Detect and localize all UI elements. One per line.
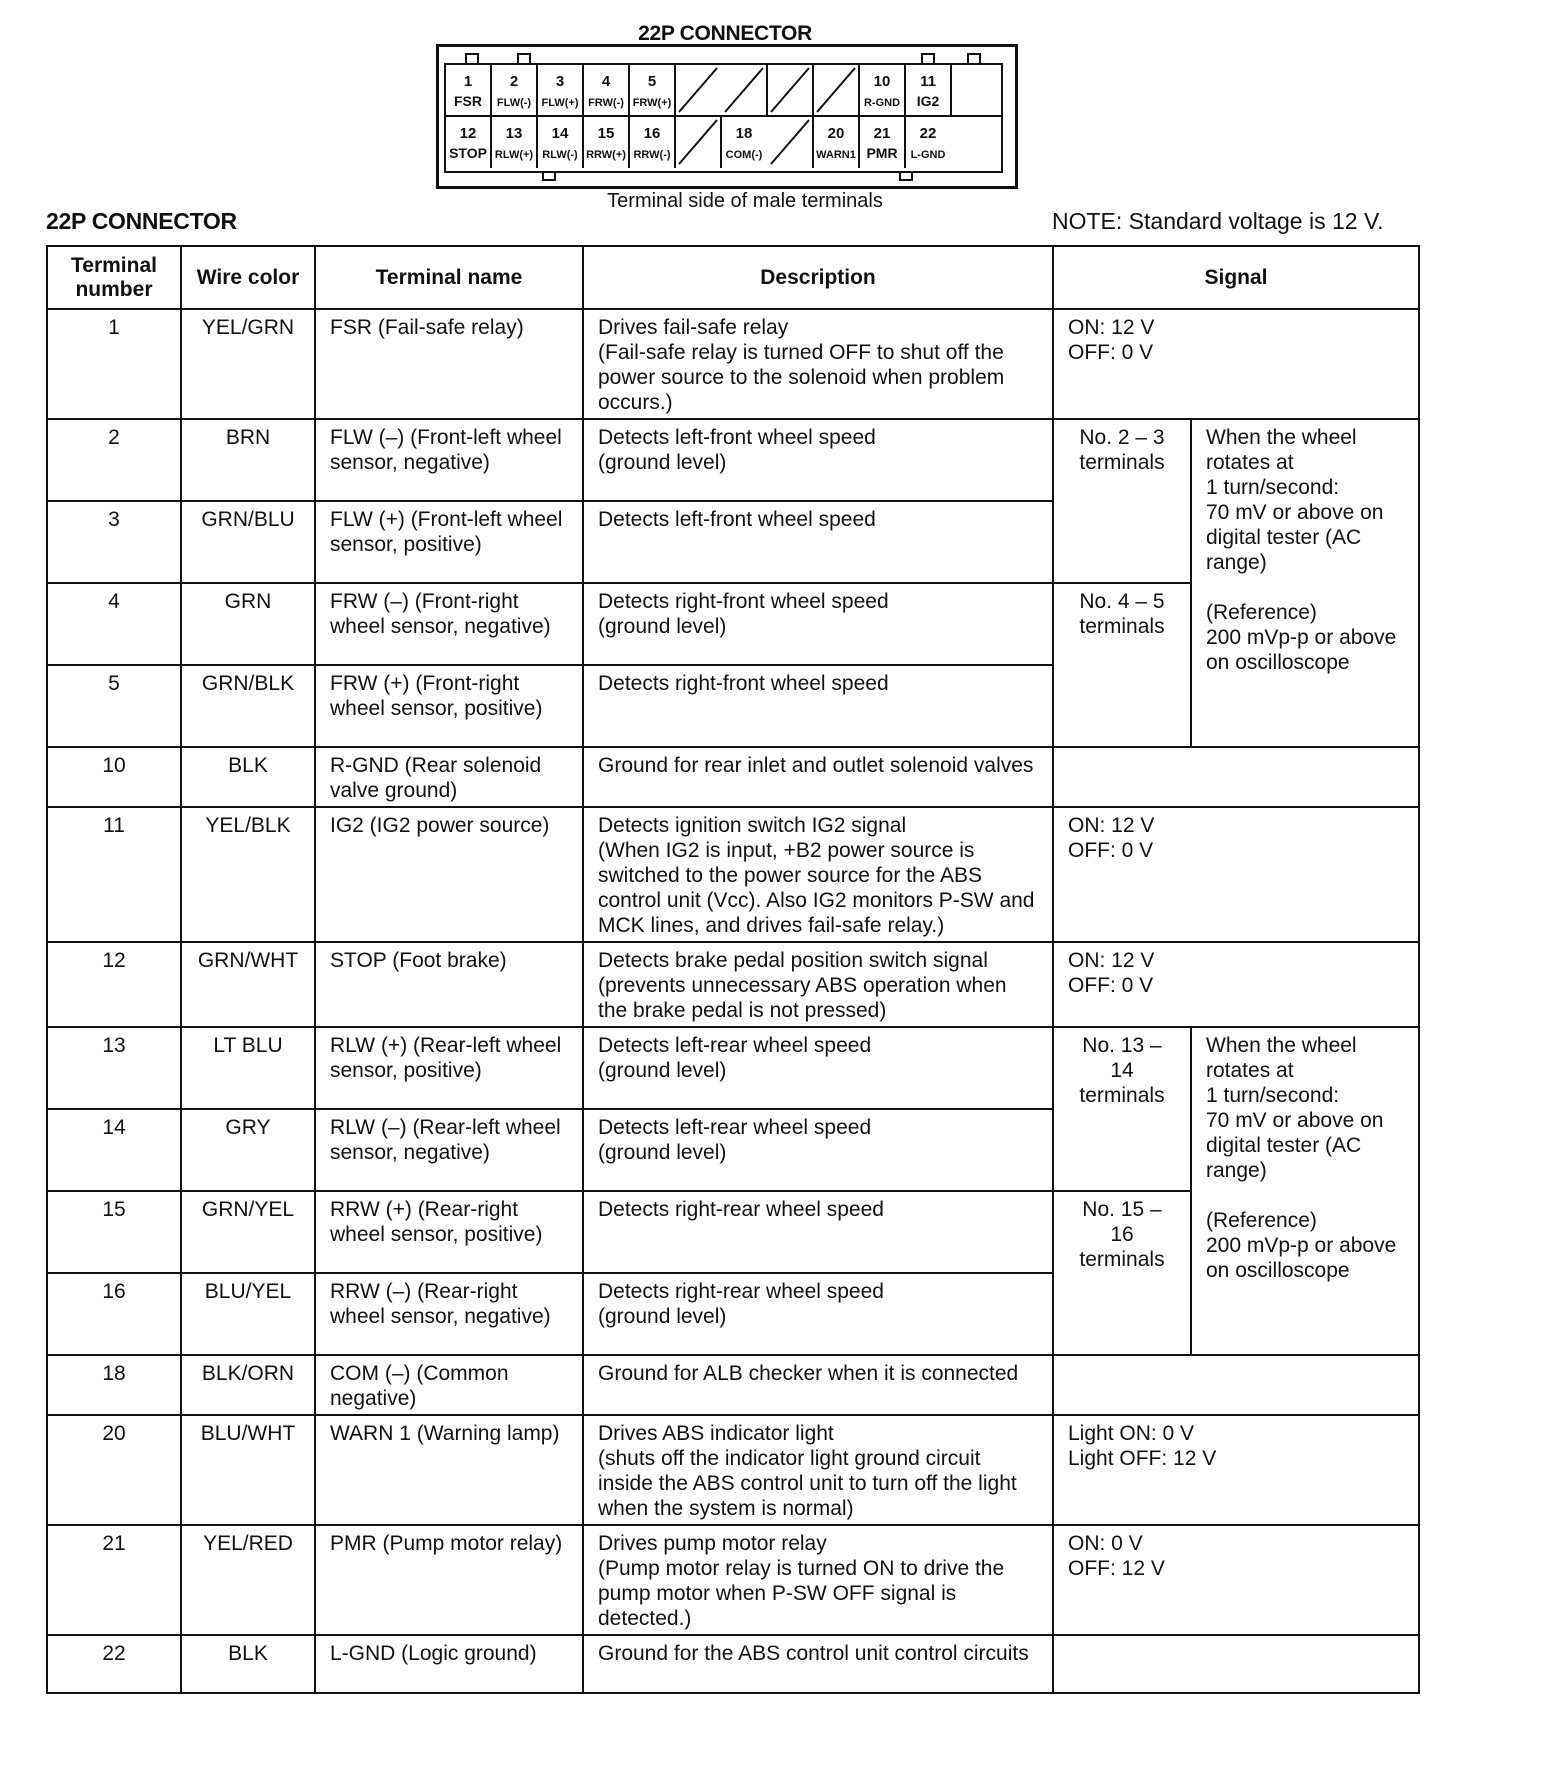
wire-color: BLK	[181, 747, 315, 807]
description: Detects brake pedal position switch signal (prevents unnecessary ABS operation when the brake pedal is not pressed)	[583, 942, 1053, 1027]
table-row	[47, 1355, 1419, 1415]
connector-latch	[518, 54, 530, 64]
description: Detects right-rear wheel speed	[583, 1191, 1053, 1273]
terminal-name: PMR (Pump motor relay)	[315, 1525, 583, 1635]
terminal-number: 21	[47, 1525, 181, 1635]
table-row	[47, 1027, 1419, 1109]
terminal-pin-label: FLW(+)	[541, 97, 579, 109]
connector-latch	[922, 54, 934, 64]
terminal-number: 2	[47, 419, 181, 501]
wire-color: BLU/YEL	[181, 1273, 315, 1355]
description: Detects right-front wheel speed	[583, 665, 1053, 747]
terminal-number: 5	[47, 665, 181, 747]
table-header-row	[47, 246, 1419, 309]
terminal-name: FSR (Fail-safe relay)	[315, 309, 583, 419]
description: Ground for rear inlet and outlet solenoid valves	[583, 747, 1053, 807]
connector-caption: Terminal side of male terminals	[607, 190, 883, 212]
header-wire-color: Wire color	[181, 246, 315, 309]
table-row	[47, 309, 1419, 419]
pinout-table	[46, 245, 1420, 1694]
terminal-name: FRW (–) (Front-right wheel sensor, negative)	[315, 583, 583, 665]
header-terminal-name: Terminal name	[315, 246, 583, 309]
signal	[1053, 1635, 1419, 1693]
terminal-pin-label: FSR	[454, 93, 482, 109]
signal: ON: 0 V OFF: 12 V	[1053, 1525, 1419, 1635]
wire-color: GRN/BLU	[181, 501, 315, 583]
wire-color: YEL/GRN	[181, 309, 315, 419]
table-row	[47, 942, 1419, 1027]
table-row	[47, 747, 1419, 807]
description: Drives ABS indicator light (shuts off the indicator light ground circuit inside the ABS control unit to turn off the light when the system is normal)	[583, 1415, 1053, 1525]
terminal-pin-number: 12	[459, 125, 477, 142]
blank-cavity-slash	[725, 68, 763, 112]
terminal-pin-label: COM(-)	[725, 149, 763, 161]
description: Detects right-rear wheel speed (ground level)	[583, 1273, 1053, 1355]
terminal-pin-number: 20	[827, 125, 845, 142]
pair-label-front-right: No. 4 – 5 terminals	[1053, 583, 1191, 747]
terminal-name: L-GND (Logic ground)	[315, 1635, 583, 1693]
terminal-pin-label: RLW(-)	[542, 149, 578, 161]
terminal-name: RLW (+) (Rear-left wheel sensor, positive)	[315, 1027, 583, 1109]
wire-color: BLK	[181, 1635, 315, 1693]
terminal-pin-number: 16	[643, 125, 661, 142]
wire-color: YEL/RED	[181, 1525, 315, 1635]
terminal-pin-label: L-GND	[910, 149, 946, 161]
connector-title: 22P CONNECTOR	[638, 22, 812, 45]
connector-diagram	[436, 44, 1018, 190]
blank-cavity-slash	[771, 68, 809, 112]
header-description: Description	[583, 246, 1053, 309]
terminal-pin-label: R-GND	[863, 97, 901, 109]
description: Detects left-rear wheel speed (ground level)	[583, 1109, 1053, 1191]
wire-color: GRN/WHT	[181, 942, 315, 1027]
table-row	[47, 419, 1419, 501]
wire-color: BLK/ORN	[181, 1355, 315, 1415]
terminal-name: FLW (–) (Front-left wheel sensor, negative)	[315, 419, 583, 501]
terminal-name: R-GND (Rear solenoid valve ground)	[315, 747, 583, 807]
description: Detects ignition switch IG2 signal (When IG2 is input, +B2 power source is switched to the power source for the ABS control unit (Vcc). Also IG2 monitors P-SW and MCK lines, and drives fail-safe relay.)	[583, 807, 1053, 942]
signal	[1053, 747, 1419, 807]
wire-color: BRN	[181, 419, 315, 501]
signal: ON: 12 V OFF: 0 V	[1053, 807, 1419, 942]
wire-color: GRY	[181, 1109, 315, 1191]
table-row	[47, 1525, 1419, 1635]
terminal-pin-number: 4	[601, 73, 611, 90]
terminal-pin-number: 11	[920, 73, 936, 90]
wire-color: GRN	[181, 583, 315, 665]
blank-cavity-slash	[679, 120, 717, 164]
terminal-name: FLW (+) (Front-left wheel sensor, positive)	[315, 501, 583, 583]
terminal-number: 12	[47, 942, 181, 1027]
connector-latch	[968, 54, 980, 64]
terminal-pin-label: WARN1	[816, 149, 856, 161]
connector-latch	[900, 172, 912, 180]
terminal-number: 13	[47, 1027, 181, 1109]
pair-label-front-left: No. 2 – 3 terminals	[1053, 419, 1191, 583]
terminal-name: RLW (–) (Rear-left wheel sensor, negative)	[315, 1109, 583, 1191]
terminal-name: FRW (+) (Front-right wheel sensor, positive)	[315, 665, 583, 747]
terminal-number: 11	[47, 807, 181, 942]
wire-color: BLU/WHT	[181, 1415, 315, 1525]
section-title: 22P CONNECTOR	[46, 208, 237, 234]
terminal-name: WARN 1 (Warning lamp)	[315, 1415, 583, 1525]
blank-cavity-slash	[771, 120, 809, 164]
terminal-name: STOP (Foot brake)	[315, 942, 583, 1027]
terminal-pin-number: 22	[919, 125, 937, 142]
header-terminal-number: Terminal number	[47, 246, 181, 309]
terminal-name: COM (–) (Common negative)	[315, 1355, 583, 1415]
wire-color: LT BLU	[181, 1027, 315, 1109]
wire-color: YEL/BLK	[181, 807, 315, 942]
description: Ground for ALB checker when it is connected	[583, 1355, 1053, 1415]
terminal-pin-number: 1	[463, 73, 473, 90]
terminal-pin-label: RRW(+)	[586, 149, 626, 161]
table-row	[47, 1415, 1419, 1525]
terminal-pin-label: FRW(+)	[632, 97, 672, 109]
terminal-number: 1	[47, 309, 181, 419]
signal: ON: 12 V OFF: 0 V	[1053, 309, 1419, 419]
blank-cavity-slash	[817, 68, 855, 112]
terminal-pin-number: 10	[873, 73, 891, 90]
terminal-pin-label: IG2	[916, 93, 940, 109]
terminal-pin-number: 2	[509, 73, 519, 90]
description: Drives fail-safe relay (Fail-safe relay is turned OFF to shut off the power source to the solenoid when problem occurs.)	[583, 309, 1053, 419]
terminal-pin-label: FLW(-)	[496, 97, 532, 109]
pair-label-rear-right: No. 15 – 16 terminals	[1053, 1191, 1191, 1355]
table-row	[47, 807, 1419, 942]
terminal-number: 10	[47, 747, 181, 807]
blank-cavity-slash	[679, 68, 717, 112]
terminal-number: 22	[47, 1635, 181, 1693]
terminal-pin-number: 5	[647, 73, 657, 90]
terminal-pin-number: 15	[597, 125, 615, 142]
terminal-pin-number: 14	[551, 125, 569, 142]
signal	[1053, 1355, 1419, 1415]
description: Drives pump motor relay (Pump motor relay is turned ON to drive the pump motor when P-SW OFF signal is detected.)	[583, 1525, 1053, 1635]
signal: Light ON: 0 V Light OFF: 12 V	[1053, 1415, 1419, 1525]
terminal-pin-label: STOP	[449, 145, 487, 161]
terminal-pin-label: RLW(+)	[494, 149, 534, 161]
terminal-number: 15	[47, 1191, 181, 1273]
description: Detects right-front wheel speed (ground level)	[583, 583, 1053, 665]
terminal-number: 16	[47, 1273, 181, 1355]
header-signal: Signal	[1053, 246, 1419, 309]
signal: ON: 12 V OFF: 0 V	[1053, 942, 1419, 1027]
description: Detects left-front wheel speed (ground level)	[583, 419, 1053, 501]
wire-color: GRN/YEL	[181, 1191, 315, 1273]
table-row	[47, 1635, 1419, 1693]
terminal-number: 4	[47, 583, 181, 665]
terminal-number: 20	[47, 1415, 181, 1525]
terminal-number: 3	[47, 501, 181, 583]
terminal-pin-label: RRW(-)	[633, 149, 671, 161]
terminal-pin-number: 21	[873, 125, 891, 142]
terminal-pin-number: 3	[555, 73, 565, 90]
wire-color: GRN/BLK	[181, 665, 315, 747]
terminal-number: 14	[47, 1109, 181, 1191]
description: Ground for the ABS control unit control circuits	[583, 1635, 1053, 1693]
terminal-number: 18	[47, 1355, 181, 1415]
terminal-name: RRW (+) (Rear-right wheel sensor, positive)	[315, 1191, 583, 1273]
terminal-pin-label: FRW(-)	[588, 97, 624, 109]
connector-latch	[543, 172, 555, 180]
ac-signal-note-rear: When the wheel rotates at 1 turn/second: 70 mV or above on digital tester (AC range) (Reference) 200 mVp-p or above on oscilloscope	[1191, 1027, 1419, 1355]
standard-voltage-note: NOTE: Standard voltage is 12 V.	[1052, 208, 1384, 234]
terminal-name: IG2 (IG2 power source)	[315, 807, 583, 942]
ac-signal-note-front: When the wheel rotates at 1 turn/second: 70 mV or above on digital tester (AC range) (Reference) 200 mVp-p or above on oscilloscope	[1191, 419, 1419, 747]
pair-label-rear-left: No. 13 – 14 terminals	[1053, 1027, 1191, 1191]
terminal-name: RRW (–) (Rear-right wheel sensor, negative)	[315, 1273, 583, 1355]
terminal-pin-number: 18	[735, 125, 753, 142]
connector-latch	[466, 54, 478, 64]
terminal-pin-number: 13	[505, 125, 523, 142]
terminal-pin-label: PMR	[866, 145, 898, 161]
description: Detects left-front wheel speed	[583, 501, 1053, 583]
description: Detects left-rear wheel speed (ground level)	[583, 1027, 1053, 1109]
